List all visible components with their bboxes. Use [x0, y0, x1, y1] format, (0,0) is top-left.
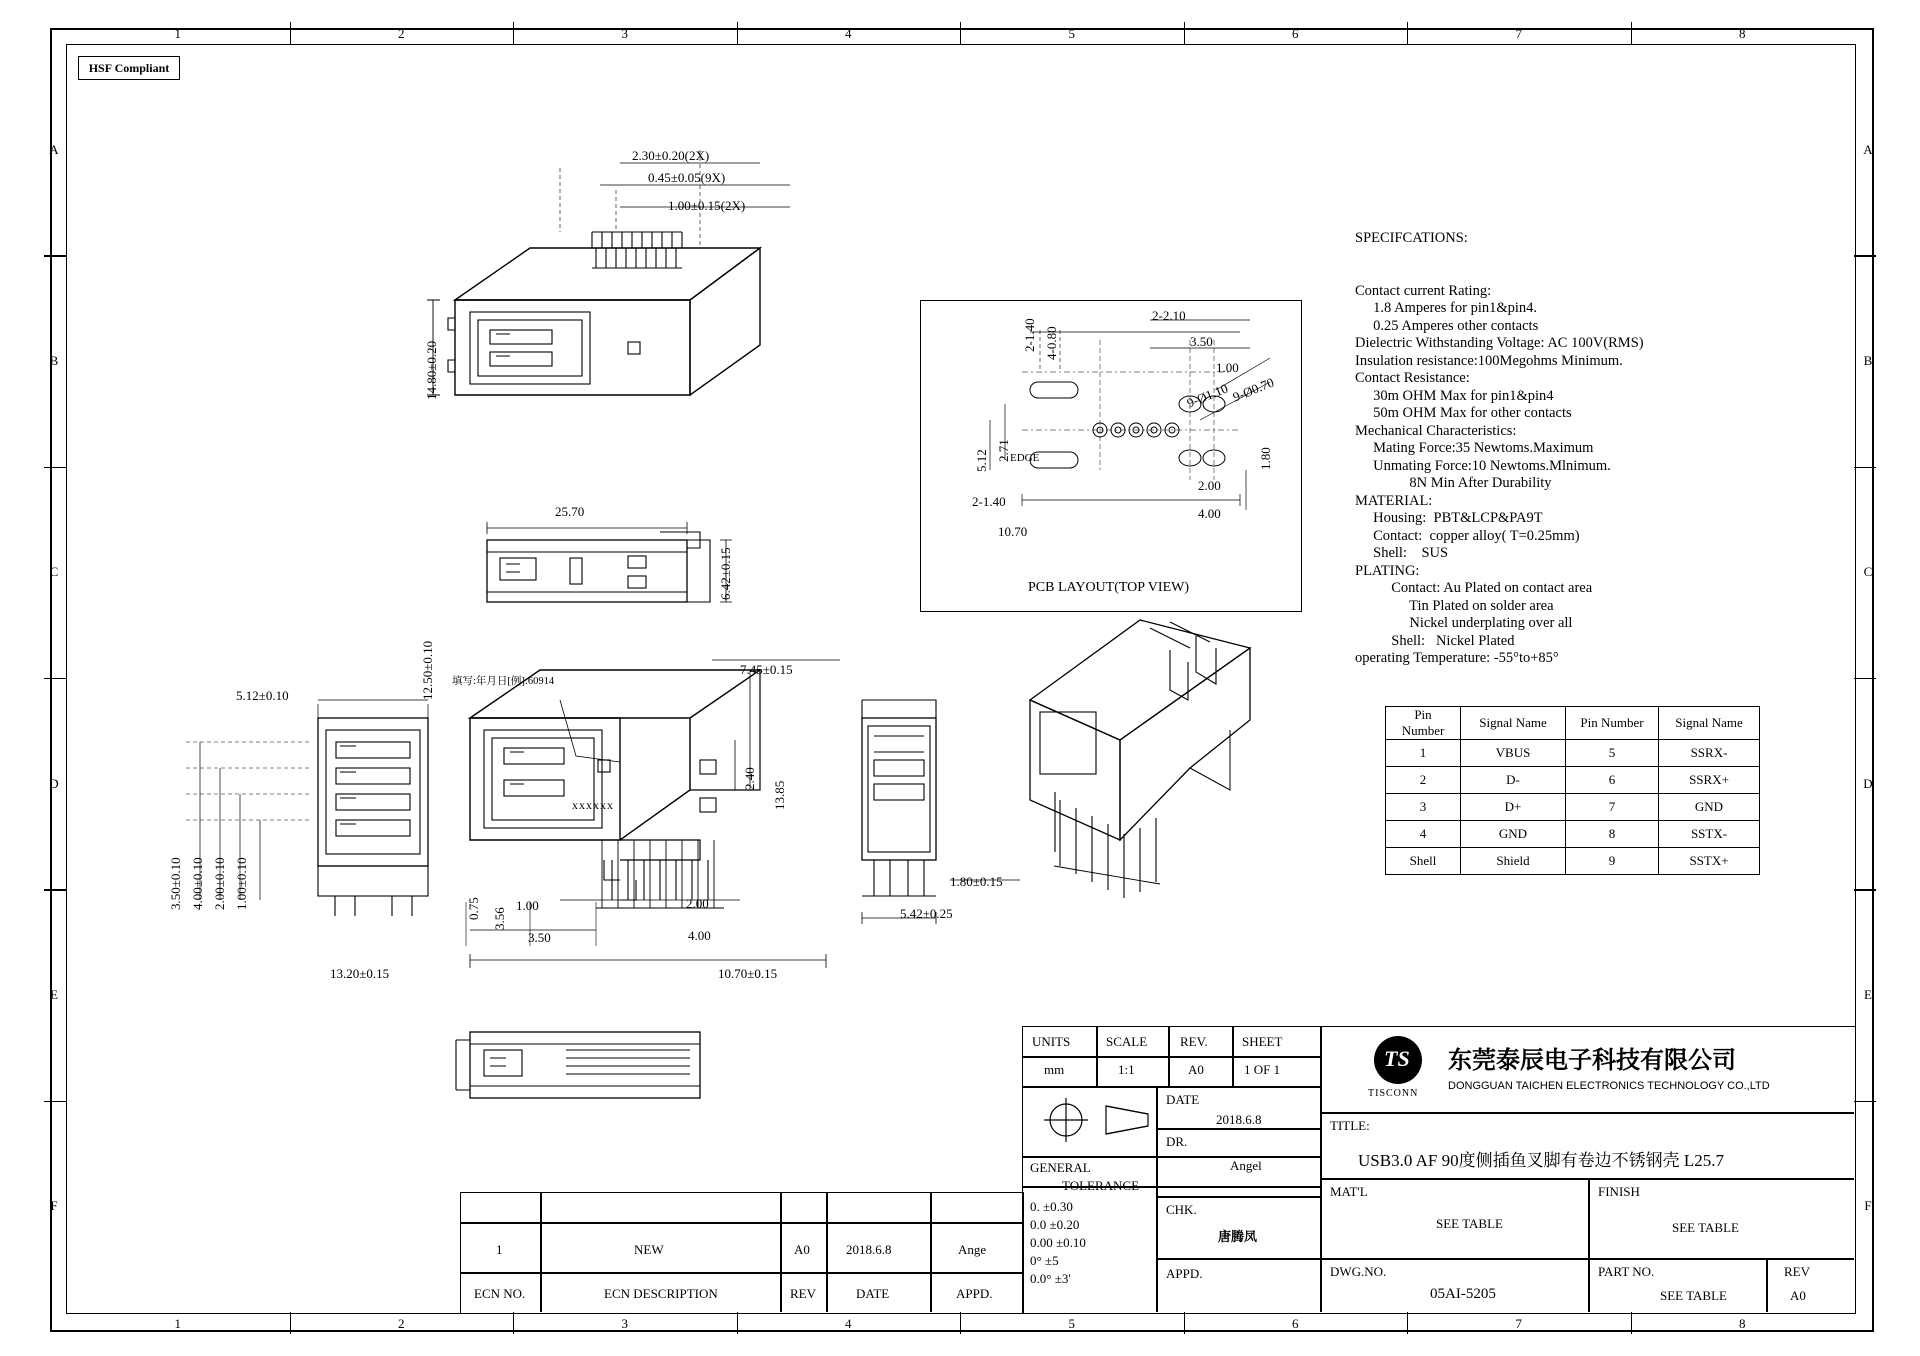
tb-line-2: [1022, 1156, 1320, 1158]
dwg-no-value: 05AI-5205: [1430, 1286, 1496, 1302]
sheet-value: 1 OF 1: [1244, 1062, 1281, 1077]
row-divider: [1854, 678, 1876, 679]
pcb-label-edge: EDGE: [1010, 452, 1040, 464]
pin-table-cell: SSRX-: [1659, 740, 1760, 767]
title-label: TITLE:: [1330, 1118, 1370, 1133]
column-divider: [1184, 22, 1185, 44]
pin-table-cell: 7: [1566, 794, 1659, 821]
dim-25-70: 25.70: [555, 504, 585, 519]
dim-3-50-tol: 3.50±0.10: [168, 857, 183, 910]
dim-3-56: 3.56: [492, 907, 507, 930]
company-name-cn: 东莞泰辰电子科技有限公司: [1448, 1047, 1736, 1074]
specification-line: Mating Force:35 Newtoms.Maximum: [1355, 440, 1594, 456]
pin-table-header-row: [1386, 707, 1760, 740]
rev-label: REV.: [1180, 1034, 1208, 1049]
dim-4-00-tol: 4.00±0.10: [190, 857, 205, 910]
dim-5-42: 5.42±0.25: [900, 906, 953, 921]
ecn-header-no: ECN NO.: [474, 1286, 526, 1301]
pcb-label-10-70: 10.70: [998, 524, 1028, 539]
column-tick-1: 1: [174, 1316, 181, 1331]
column-tick-7: 7: [1515, 26, 1522, 41]
specifications-lines: [1355, 283, 1644, 668]
specification-line: Dielectric Withstanding Voltage: AC 100V(RMS): [1355, 335, 1644, 351]
dim-0-45: 0.45±0.05(9X): [648, 170, 726, 185]
tb-line-1: [1022, 1086, 1320, 1088]
pin-table-cell: SSTX-: [1659, 821, 1760, 848]
specification-line: 50m OHM Max for other contacts: [1355, 405, 1572, 421]
dim-12-50: 12.50±0.10: [420, 640, 435, 700]
column-tick-2: 2: [398, 26, 405, 41]
column-divider: [290, 22, 291, 44]
finish-label: FINISH: [1598, 1184, 1640, 1199]
pcb-label-3-50: 3.50: [1190, 334, 1213, 349]
row-tick-C: C: [1863, 564, 1873, 580]
scale-value: 1:1: [1118, 1062, 1135, 1077]
column-divider: [1631, 1312, 1632, 1334]
column-divider: [1631, 22, 1632, 44]
row-divider: [44, 255, 66, 256]
part-no-label: PART NO.: [1598, 1264, 1655, 1279]
tolerance-label: TOLERANCE: [1062, 1178, 1140, 1193]
pin-table-row: [1386, 821, 1760, 848]
dim-1-80: 1.80±0.15: [950, 874, 1003, 889]
specification-line: Contact: copper alloy( T=0.25mm): [1355, 527, 1580, 544]
dim-7-45: 7.45±0.15: [740, 662, 793, 677]
specifications-block: [1355, 195, 1644, 703]
dim-5-12: 5.12±0.10: [236, 688, 289, 703]
dim-3-50: 3.50: [528, 930, 551, 945]
tb-line-8: [1320, 1026, 1322, 1312]
column-tick-4: 4: [845, 1316, 852, 1331]
tb-line-5: [1156, 1128, 1320, 1130]
row-divider: [1854, 889, 1876, 890]
date-value: 2018.6.8: [1216, 1112, 1262, 1127]
specification-line: 8N Min After Durability: [1355, 475, 1552, 491]
row-divider: [44, 1101, 66, 1102]
date-label: DATE: [1166, 1092, 1200, 1107]
column-tick-6: 6: [1292, 26, 1299, 41]
dim-2-40: 2.40: [742, 767, 757, 790]
pin-table-cell: 2: [1386, 767, 1461, 794]
pin-table-cell: SSTX+: [1659, 848, 1760, 875]
company-logo-sub: TISCONN: [1368, 1088, 1419, 1099]
dim-14-80: 14.80±0.20: [424, 340, 439, 400]
tb-line-10: [1320, 1178, 1854, 1180]
ecn-col-3: [826, 1192, 828, 1312]
ecn-row-no: 1: [496, 1242, 503, 1257]
ecn-row-appd: Ange: [958, 1242, 987, 1257]
ecn-line-1: [460, 1222, 1022, 1224]
pin-table-cell: Shield: [1461, 848, 1566, 875]
column-tick-5: 5: [1068, 26, 1075, 41]
column-divider: [737, 1312, 738, 1334]
pcb-label-1-80: 1.80: [1258, 447, 1273, 470]
specifications-heading: SPECIFCATIONS:: [1355, 230, 1468, 246]
row-tick-E: E: [50, 987, 58, 1002]
row-divider: [44, 889, 66, 890]
tb-line-11: [1588, 1178, 1590, 1258]
tb-line-7: [1156, 1258, 1854, 1260]
ecn-col-4: [930, 1192, 932, 1312]
ecn-table: [460, 1192, 1024, 1314]
column-divider: [960, 1312, 961, 1334]
specification-line: 1.8 Amperes for pin1&pin4.: [1355, 300, 1538, 316]
tolerance-values: [1030, 1198, 1086, 1288]
tolerance-line: 0.0° ±3': [1030, 1271, 1071, 1286]
pin-table-cell: 9: [1566, 848, 1659, 875]
pcb-label-9-d070: 9-Ø0.70: [1230, 374, 1277, 405]
dim-1-00: 1.00: [516, 898, 539, 913]
projection-symbol-icon: [1040, 1092, 1160, 1148]
column-divider: [290, 1312, 291, 1334]
pcb-label-2-1-40-bottom: 2-1.40: [972, 494, 1006, 509]
column-tick-1: 1: [174, 26, 181, 41]
row-tick-E: E: [1864, 987, 1872, 1002]
specification-line: Nickel underplating over all: [1355, 615, 1573, 631]
pcb-label-4-0-80: 4-0.80: [1044, 326, 1059, 360]
specification-line: Housing: PBT&LCP&PA9T: [1355, 510, 1543, 526]
column-tick-2: 2: [398, 1316, 405, 1331]
matl-label: MAT'L: [1330, 1184, 1368, 1199]
general-label: GENERAL: [1030, 1160, 1091, 1175]
pcb-label-2-71: 2.71: [996, 439, 1011, 462]
dim-13-20: 13.20±0.15: [330, 966, 390, 981]
dim-10-70: 10.70±0.15: [718, 966, 778, 981]
units-value: mm: [1044, 1062, 1065, 1077]
dim-2-00: 2.00: [686, 896, 709, 911]
ecn-col-1: [540, 1192, 542, 1312]
specification-line: Contact: Au Plated on contact area: [1355, 580, 1593, 596]
pin-table-cell: 4: [1386, 821, 1461, 848]
row-divider: [1854, 467, 1876, 468]
tb-line-6: [1156, 1196, 1320, 1198]
dim-13-85: 13.85: [772, 780, 787, 810]
specification-line: Contact current Rating:: [1355, 282, 1492, 299]
specification-line: 30m OHM Max for pin1&pin4: [1355, 387, 1554, 404]
tolerance-line: 0. ±0.30: [1030, 1199, 1073, 1214]
column-divider: [1184, 1312, 1185, 1334]
chk-value: 唐腾凤: [1218, 1229, 1258, 1244]
dim-1-00-2x: 1.00±0.15(2X): [668, 198, 746, 213]
ecn-col-2: [780, 1192, 782, 1312]
pin-table-cell: 8: [1566, 821, 1659, 848]
pin-table-header: Signal Name: [1461, 707, 1566, 740]
column-divider: [1407, 1312, 1408, 1334]
company-name-en: DONGGUAN TAICHEN ELECTRONICS TECHNOLOGY CO.,LTD: [1448, 1080, 1770, 1092]
pin-table-cell: 1: [1386, 740, 1461, 767]
pin-table-cell: 6: [1566, 767, 1659, 794]
sheet-label: SHEET: [1242, 1034, 1283, 1049]
dr-label: DR.: [1166, 1134, 1188, 1149]
pin-table-row: [1386, 794, 1760, 821]
hsf-compliant-badge: [78, 56, 180, 80]
part-rev-label: REV: [1784, 1264, 1810, 1279]
units-label: UNITS: [1032, 1034, 1071, 1049]
pin-table-row: [1386, 740, 1760, 767]
pin-table-header: Pin Number: [1386, 707, 1461, 740]
row-tick-F: F: [1864, 1198, 1872, 1214]
row-divider: [1854, 1101, 1876, 1102]
scale-label: SCALE: [1106, 1034, 1148, 1049]
column-divider: [737, 22, 738, 44]
column-divider: [960, 22, 961, 44]
specification-line: MATERIAL:: [1355, 492, 1433, 509]
tb-line-17: [1022, 1056, 1320, 1058]
pcb-label-4-00: 4.00: [1198, 506, 1221, 521]
ecn-line-2: [460, 1272, 1022, 1274]
dim-1-00-tol: 1.00±0.10: [234, 857, 249, 910]
row-tick-B: B: [1863, 353, 1873, 368]
dim-4-00: 4.00: [688, 928, 711, 943]
ecn-row-desc: NEW: [634, 1242, 664, 1257]
tb-line-9: [1320, 1112, 1854, 1114]
row-divider: [44, 678, 66, 679]
tolerance-line: 0.0 ±0.20: [1030, 1217, 1080, 1232]
pin-table-row: [1386, 767, 1760, 794]
column-tick-5: 5: [1068, 1316, 1075, 1331]
column-tick-7: 7: [1515, 1316, 1522, 1331]
specification-line: Mechanical Characteristics:: [1355, 422, 1517, 439]
column-tick-8: 8: [1739, 1316, 1746, 1331]
drawing-title: USB3.0 AF 90度侧插鱼叉脚有卷边不锈钢壳 L25.7: [1358, 1151, 1724, 1170]
tolerance-line: 0° ±5: [1030, 1253, 1059, 1268]
ecn-header-appd: APPD.: [956, 1286, 993, 1301]
pin-table-row: [1386, 848, 1760, 875]
pin-table-cell: D+: [1461, 794, 1566, 821]
row-tick-A: A: [1863, 141, 1873, 157]
row-tick-D: D: [1863, 775, 1873, 791]
row-divider: [1854, 255, 1876, 256]
pin-table-cell: 3: [1386, 794, 1461, 821]
ecn-header-desc: ECN DESCRIPTION: [604, 1286, 718, 1301]
ecn-header-rev: REV: [790, 1286, 816, 1301]
company-logo-text: TS: [1384, 1046, 1410, 1071]
pcb-label-2-1-40-top: 2-1.40: [1022, 318, 1037, 352]
ecn-header-date: DATE: [856, 1286, 890, 1301]
specification-line: 0.25 Amperes other contacts: [1355, 317, 1539, 334]
specification-line: Tin Plated on solder area: [1355, 597, 1554, 614]
column-tick-8: 8: [1739, 26, 1746, 41]
column-tick-3: 3: [621, 1316, 628, 1331]
pin-table-cell: GND: [1659, 794, 1760, 821]
row-tick-F: F: [50, 1198, 58, 1214]
specification-line: Shell: SUS: [1355, 545, 1449, 561]
part-rev-value: A0: [1790, 1288, 1806, 1303]
pin-table-cell: SSRX+: [1659, 767, 1760, 794]
tb-line-13: [1766, 1258, 1768, 1312]
specification-line: PLATING:: [1355, 562, 1420, 579]
rev-value: A0: [1188, 1062, 1204, 1077]
pin-table-cell: VBUS: [1461, 740, 1566, 767]
hsf-compliant-label: HSF Compliant: [88, 60, 170, 75]
tb-line-12: [1588, 1258, 1590, 1312]
pcb-label-1-00: 1.00: [1216, 360, 1239, 375]
pcb-layout-title: PCB LAYOUT(TOP VIEW): [1028, 580, 1190, 595]
dim-0-75: 0.75: [466, 897, 481, 920]
row-tick-A: A: [49, 141, 59, 157]
specification-line: Shell: Nickel Plated: [1355, 632, 1515, 649]
pcb-label-9-d110: 9-Ø1.10: [1184, 380, 1231, 411]
specification-line: Insulation resistance:100Megohms Minimum.: [1355, 352, 1623, 369]
pin-table-cell: GND: [1461, 821, 1566, 848]
dim-2-30: 2.30±0.20(2X): [632, 148, 710, 163]
pin-table-header: Signal Name: [1659, 707, 1760, 740]
column-tick-6: 6: [1292, 1316, 1299, 1331]
row-tick-B: B: [49, 353, 59, 368]
row-tick-D: D: [49, 775, 59, 791]
pin-assignment-table: [1385, 706, 1760, 875]
tolerance-line: 0.00 ±0.10: [1030, 1235, 1086, 1250]
pcb-label-2-2-10: 2-2.10: [1152, 308, 1186, 323]
specification-line: operating Temperature: -55°to+85°: [1355, 650, 1559, 666]
marking-note: 填写:年月日[例]:60914: [452, 676, 555, 687]
specification-line: Unmating Force:10 Newtoms.Mlnimum.: [1355, 457, 1611, 474]
pin-table-header: Pin Number: [1566, 707, 1659, 740]
row-divider: [44, 467, 66, 468]
dwg-no-label: DWG.NO.: [1330, 1264, 1387, 1279]
column-tick-3: 3: [621, 26, 628, 41]
row-tick-C: C: [49, 564, 59, 580]
dim-6-42: 6.42±0.15: [718, 547, 733, 600]
finish-value: SEE TABLE: [1672, 1220, 1739, 1235]
pin-table-cell: D-: [1461, 767, 1566, 794]
column-divider: [1407, 22, 1408, 44]
matl-value: SEE TABLE: [1436, 1216, 1503, 1231]
pcb-label-2-00: 2.00: [1198, 478, 1221, 493]
marking-sample: xxxxxx: [572, 798, 614, 812]
column-divider: [513, 22, 514, 44]
appd-label: APPD.: [1166, 1266, 1203, 1281]
ecn-row-date: 2018.6.8: [846, 1242, 892, 1257]
chk-label: CHK.: [1166, 1202, 1197, 1217]
dr-value: Angel: [1230, 1158, 1262, 1173]
pin-table-cell: 5: [1566, 740, 1659, 767]
specification-line: Contact Resistance:: [1355, 370, 1470, 386]
part-no-value: SEE TABLE: [1660, 1288, 1727, 1303]
pin-table-cell: Shell: [1386, 848, 1461, 875]
dim-2-00-tol: 2.00±0.10: [212, 857, 227, 910]
ecn-row-rev: A0: [794, 1242, 810, 1257]
column-divider: [513, 1312, 514, 1334]
pcb-label-5-12: 5.12: [974, 449, 989, 472]
column-tick-4: 4: [845, 26, 852, 41]
